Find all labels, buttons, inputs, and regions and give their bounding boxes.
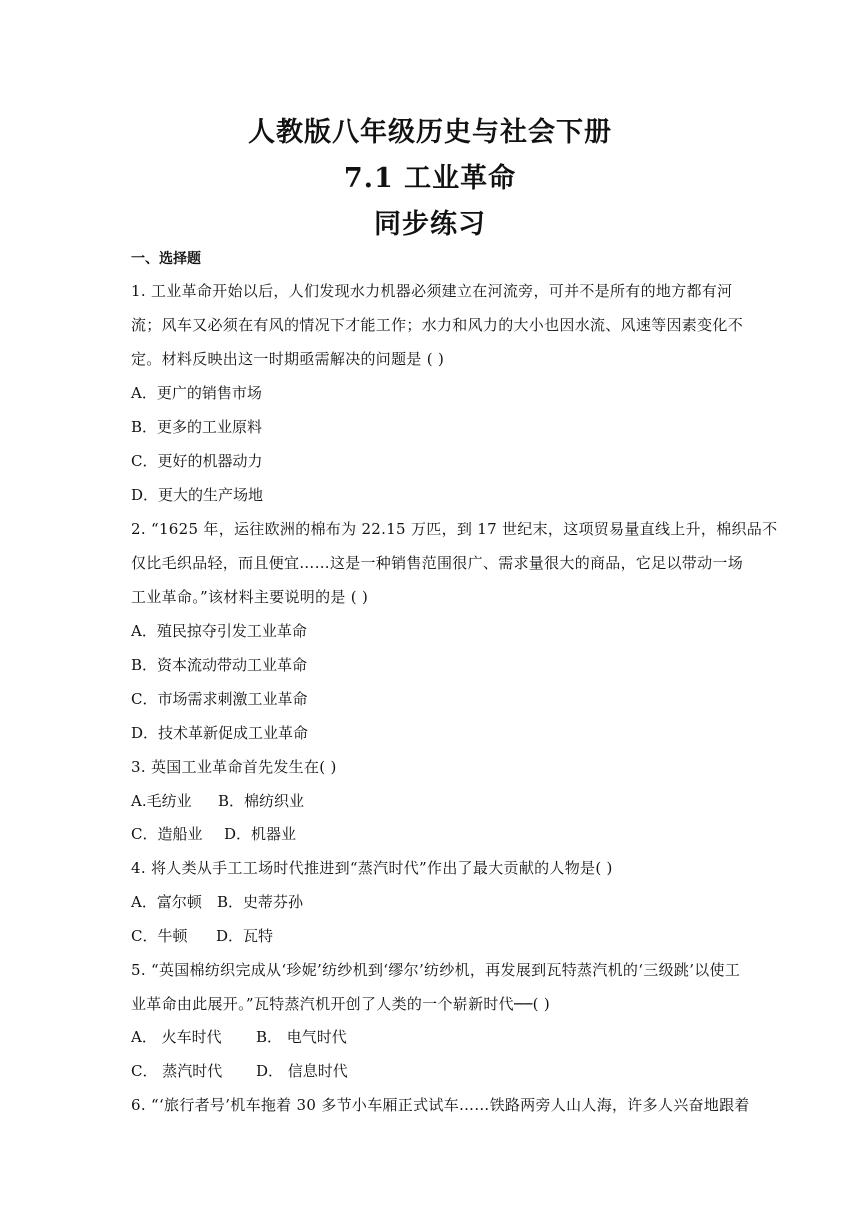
option-a: A.毛纺业 — [131, 792, 192, 810]
option-d: D．瓦特 — [216, 927, 274, 945]
question-2-text: 仅比毛织品轻，而且便宜……这是一种销售范围很广、需求量很大的商品，它足以带动一场 — [131, 554, 744, 572]
question-5-text: 业革命由此展开。”瓦特蒸汽机开创了人类的一个崭新时代──( ) — [131, 995, 551, 1013]
option-d: D．机器业 — [224, 825, 297, 843]
question-4-text: 4. 将人类从手工工场时代推进到“蒸汽时代”作出了最大贡献的人物是( ) — [131, 859, 613, 877]
option-d: D．更大的生产场地 — [131, 486, 264, 504]
option-c: C． 蒸汽时代 — [131, 1062, 223, 1080]
option-c: C．牛顿 — [131, 927, 188, 945]
option-b: B． 电气时代 — [256, 1028, 347, 1046]
option-c: C．市场需求刺激工业革命 — [131, 690, 308, 708]
option-a: A． 火车时代 — [131, 1028, 222, 1046]
document-title: 人教版八年级历史与社会下册 — [248, 117, 612, 148]
question-1-text: 1. 工业革命开始以后，人们发现水力机器必须建立在河流旁，可并不是所有的地方都有河 — [131, 282, 733, 300]
exercise-title: 同步练习 — [374, 209, 486, 240]
question-2-text: 2. “1625 年，运往欧洲的棉布为 22.15 万匹，到 17 世纪末，这项贸易量直线上升，棉织品不 — [131, 520, 778, 538]
option-a: A．富尔顿 — [131, 893, 202, 911]
question-6-text: 6. “‘旅行者号’机车拖着 30 多节小车厢正式试车……铁路两旁人山人海，许多人兴奋地跟着 — [131, 1096, 750, 1114]
option-c: C．更好的机器动力 — [131, 452, 263, 470]
option-d: D．技术革新促成工业革命 — [131, 724, 309, 742]
question-2-text: 工业革命。”该材料主要说明的是 ( ) — [131, 588, 369, 606]
option-a: A．更广的销售市场 — [131, 384, 262, 402]
question-1-text: 流；风车又必须在有风的情况下才能工作；水力和风力的大小也因水流、风速等因素变化不 — [131, 316, 744, 334]
question-1-text: 定。材料反映出这一时期亟需解决的问题是 ( ) — [131, 350, 445, 368]
option-b: B．史蒂芬孙 — [217, 893, 304, 911]
option-d: D． 信息时代 — [256, 1062, 348, 1080]
section-heading: 一、选择题 — [131, 251, 201, 267]
option-b: B．资本流动带动工业革命 — [131, 656, 308, 674]
question-3-text: 3. 英国工业革命首先发生在( ) — [131, 758, 337, 776]
lesson-title: 7.1 工业革命 — [343, 163, 517, 194]
option-b: B．更多的工业原料 — [131, 418, 263, 436]
option-a: A．殖民掠夺引发工业革命 — [131, 622, 307, 640]
option-c: C．造船业 — [131, 825, 203, 843]
option-b: B．棉纺织业 — [218, 792, 305, 810]
question-5-text: 5. “英国棉纺织完成从‘珍妮’纺纱机到‘缪尔’纺纱机，再发展到瓦特蒸汽机的‘三级跳’以使工 — [131, 961, 741, 979]
